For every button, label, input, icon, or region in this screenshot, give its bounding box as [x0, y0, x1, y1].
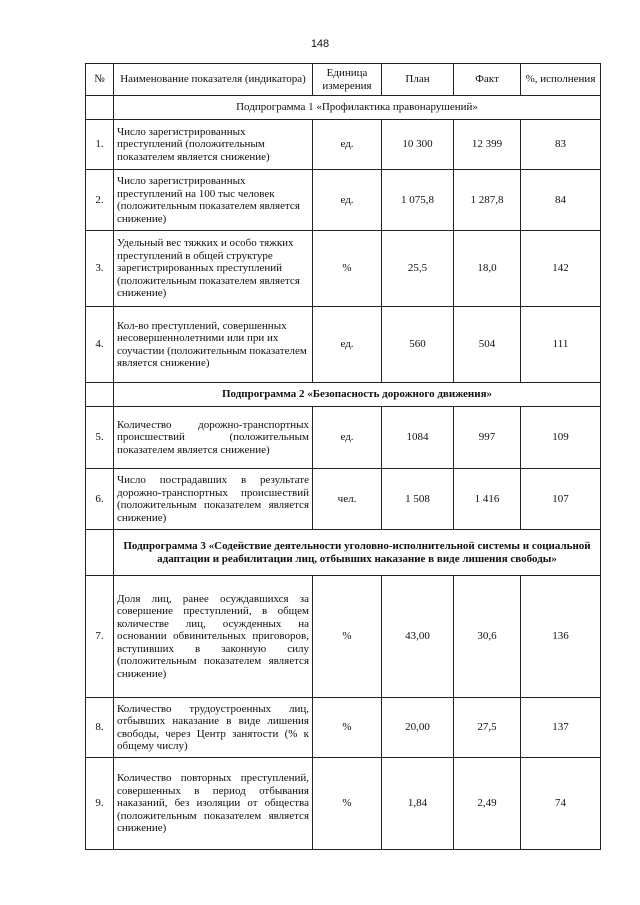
header-percent: %, исполнения — [521, 64, 601, 96]
table-row — [86, 120, 601, 170]
row-fact: 18,0 — [454, 231, 521, 307]
row-plan: 20,00 — [382, 698, 454, 758]
row-name: Количество трудоустроенных лиц, отбывших наказание в виде лишения свободы, через Центр занятости (% к общему числу) — [114, 698, 313, 758]
row-unit: % — [313, 758, 382, 850]
row-plan: 43,00 — [382, 576, 454, 698]
header-name: Наименование показателя (индикатора) — [114, 64, 313, 96]
row-name: Число зарегистрированных преступлений на 100 тыс человек (положительным показателем является снижение) — [114, 170, 313, 231]
row-name: Доля лиц, ранее осуждавшихся за совершение преступлений, в общем количестве лиц, осужденных на основании обвинительных приговоров, вступивших в законную силу (положительным показателем является снижение) — [114, 576, 313, 698]
row-plan: 1,84 — [382, 758, 454, 850]
row-percent: 107 — [521, 469, 601, 530]
row-unit: % — [313, 231, 382, 307]
row-name: Удельный вес тяжких и особо тяжких преступлений в общей структуре зарегистрированных преступлений (положительным показателем является снижение) — [114, 231, 313, 307]
row-fact: 27,5 — [454, 698, 521, 758]
row-fact: 30,6 — [454, 576, 521, 698]
row-percent: 74 — [521, 758, 601, 850]
row-fact: 1 287,8 — [454, 170, 521, 231]
row-fact: 997 — [454, 407, 521, 469]
row-percent: 111 — [521, 307, 601, 383]
row-percent: 84 — [521, 170, 601, 231]
row-no: 8. — [86, 698, 114, 758]
row-no: 6. — [86, 469, 114, 530]
row-no: 9. — [86, 758, 114, 850]
row-unit: ед. — [313, 307, 382, 383]
row-unit: ед. — [313, 407, 382, 469]
table-row — [86, 407, 601, 469]
row-no: 4. — [86, 307, 114, 383]
subprogram-row — [86, 383, 601, 407]
row-plan: 10 300 — [382, 120, 454, 170]
row-unit: чел. — [313, 469, 382, 530]
table-row — [86, 231, 601, 307]
row-fact: 12 399 — [454, 120, 521, 170]
subprogram-row — [86, 530, 601, 576]
row-no: 3. — [86, 231, 114, 307]
row-percent: 109 — [521, 407, 601, 469]
subprogram-row — [86, 96, 601, 120]
indicators-table — [85, 63, 601, 850]
row-fact: 504 — [454, 307, 521, 383]
row-unit: ед. — [313, 120, 382, 170]
row-name: Число пострадавших в результате дорожно-транспортных происшествий (положительным показателем является снижение) — [114, 469, 313, 530]
table-row — [86, 307, 601, 383]
row-name: Количество повторных преступлений, совершенных в период отбывания наказаний, без изоляции от общества (положительным показателем является снижение) — [114, 758, 313, 850]
row-plan: 25,5 — [382, 231, 454, 307]
row-percent: 137 — [521, 698, 601, 758]
header-plan: План — [382, 64, 454, 96]
row-no: 7. — [86, 576, 114, 698]
row-no: 1. — [86, 120, 114, 170]
row-name: Число зарегистрированных преступлений (положительным показателем является снижение) — [114, 120, 313, 170]
row-plan: 560 — [382, 307, 454, 383]
header-fact: Факт — [454, 64, 521, 96]
row-percent: 136 — [521, 576, 601, 698]
row-fact: 2,49 — [454, 758, 521, 850]
table-row — [86, 758, 601, 850]
row-unit: % — [313, 576, 382, 698]
row-percent: 142 — [521, 231, 601, 307]
row-name: Количество дорожно-транспортных происшествий (положительным показателем является снижение) — [114, 407, 313, 469]
table-row — [86, 469, 601, 530]
row-fact: 1 416 — [454, 469, 521, 530]
page-number: 148 — [310, 38, 330, 50]
subprogram-title: Подпрограмма 1 «Профилактика правонарушений» — [114, 96, 601, 120]
header-unit: Единица измерения — [313, 64, 382, 96]
table-header-row — [86, 64, 601, 96]
row-unit: ед. — [313, 170, 382, 231]
row-name: Кол-во преступлений, совершенных несовершеннолетними или при их соучастии (положительным показателем является снижение) — [114, 307, 313, 383]
table-row — [86, 170, 601, 231]
row-no: 5. — [86, 407, 114, 469]
table-row — [86, 576, 601, 698]
header-no: № — [86, 64, 114, 96]
table-row — [86, 698, 601, 758]
subprogram-title: Подпрограмма 3 «Содействие деятельности уголовно-исполнительной системы и социальной адаптации и реабилитации лиц, отбывших наказание в виде лишения свободы» — [114, 530, 601, 576]
row-plan: 1 075,8 — [382, 170, 454, 231]
row-unit: % — [313, 698, 382, 758]
row-no: 2. — [86, 170, 114, 231]
row-plan: 1 508 — [382, 469, 454, 530]
row-percent: 83 — [521, 120, 601, 170]
subprogram-title: Подпрограмма 2 «Безопасность дорожного движения» — [114, 383, 601, 407]
row-plan: 1084 — [382, 407, 454, 469]
